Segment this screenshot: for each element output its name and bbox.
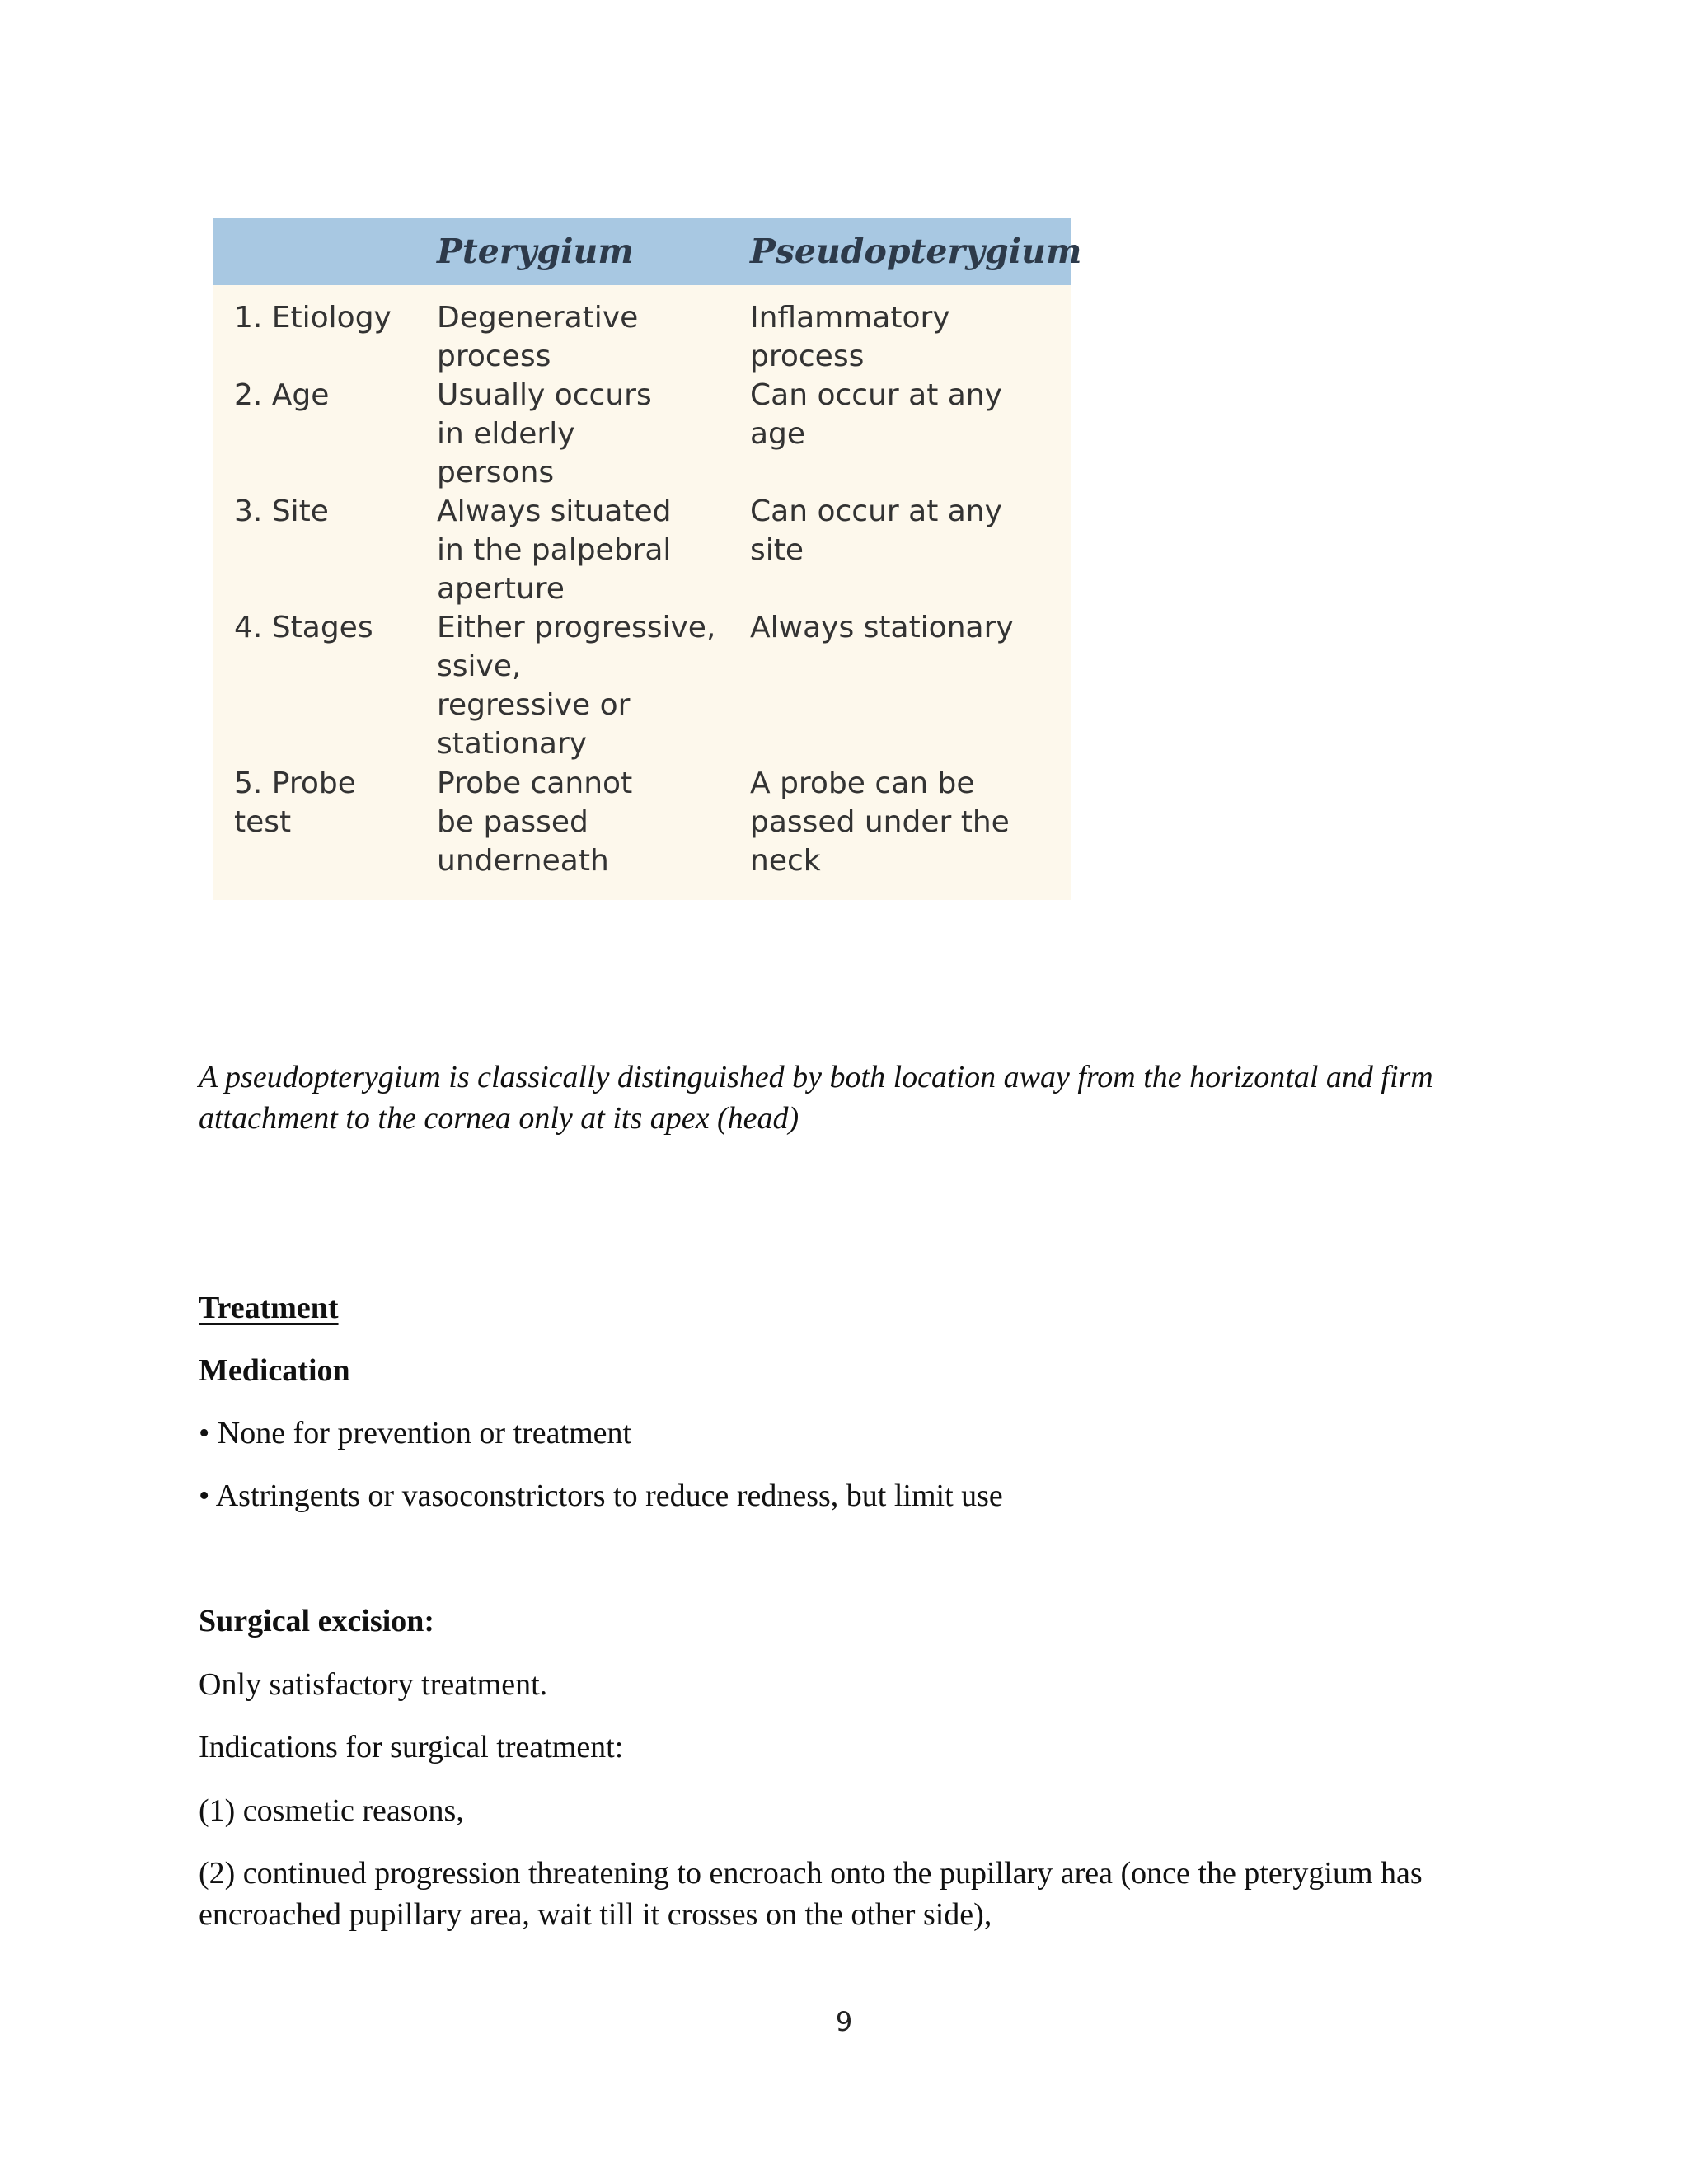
table-header-row [213,218,1082,285]
pseudopterygium-cell: A probe can be passed under the neck [750,766,1010,878]
list-item: • Astringents or vasoconstrictors to reduce redness, but limit use [199,1479,1003,1513]
row-label: 3. Site [234,494,329,528]
header-pseudopterygium: Pseudopterygium [750,232,1082,271]
list-item: • None for prevention or treatment [199,1416,632,1451]
row-label: 4. Stages [234,611,373,644]
pterygium-cell: Degenerative process [437,301,639,373]
surgical-excision-heading: Surgical excision: [199,1604,435,1638]
list-item: (1) cosmetic reasons, [199,1793,464,1828]
pseudopterygium-cell: Always stationary [750,611,1014,644]
paragraph: Only satisfactory treatment. [199,1667,548,1702]
list-item: (2) continued progression threatening to encroach onto the pupillary area (once the pterygium has encroached pupillary area, wait till it crosses on the other side), [199,1856,1423,1932]
pterygium-cell: Probe cannot be passed underneath [437,766,633,878]
header-pterygium: Pterygium [437,232,634,271]
pseudopterygium-note: A pseudopterygium is classically distinguished by both location away from the horizontal and firm attachment to the cornea only at its apex (head) [199,1060,1433,1136]
row-label: 5. Probe test [234,766,356,839]
pterygium-cell: Always situated in the palpebral aperture [437,494,672,606]
pseudopterygium-cell: Can occur at any site [750,494,1002,567]
page-number: 9 [835,2006,853,2037]
treatment-heading: Treatment [199,1291,339,1325]
row-label: 1. Etiology [234,301,392,335]
pterygium-cell: Usually occurs in elderly persons [437,378,652,490]
pseudopterygium-cell: Inflammatory process [750,301,950,373]
paragraph: Indications for surgical treatment: [199,1730,624,1765]
medication-heading: Medication [199,1353,350,1388]
comparison-table [213,218,1082,900]
pterygium-cell: Either progressive, ssive, regressive or stationary [437,611,716,761]
row-label: 2. Age [234,378,330,412]
pseudopterygium-cell: Can occur at any age [750,378,1002,451]
